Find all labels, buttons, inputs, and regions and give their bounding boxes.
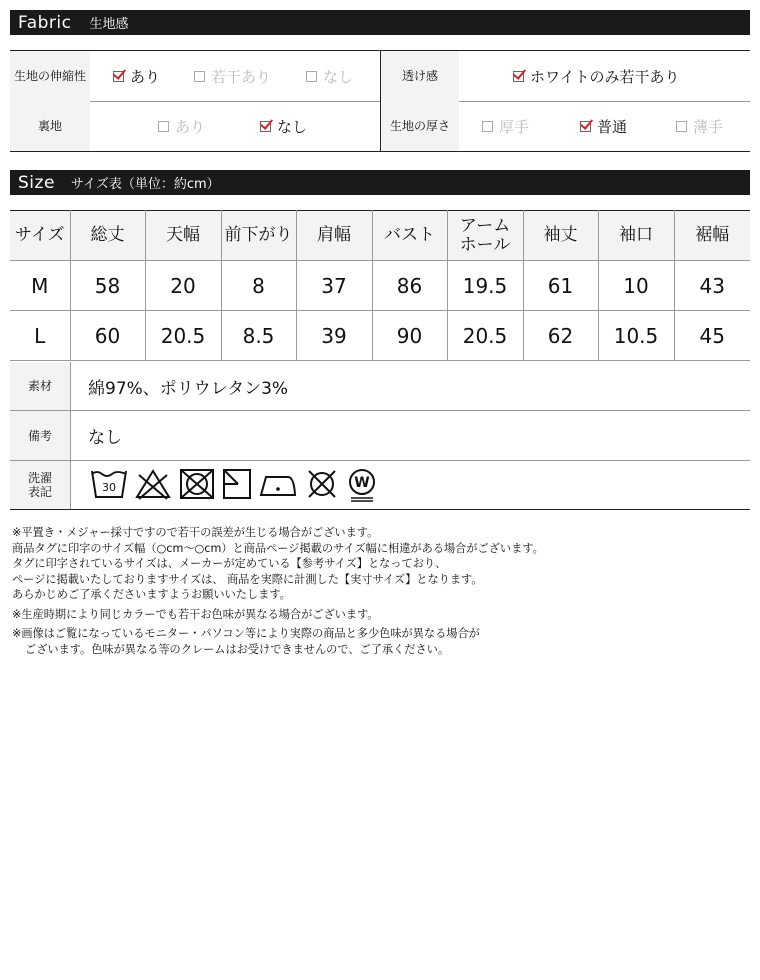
size-cell: 90 — [372, 311, 447, 361]
checkbox-checked-icon — [113, 71, 124, 82]
size-cell: 39 — [296, 311, 372, 361]
size-col-header: 前下がり — [221, 211, 296, 261]
size-cell: 86 — [372, 261, 447, 311]
fabric-section-header — [10, 10, 750, 35]
size-cell: 8.5 — [221, 311, 296, 361]
stretch-label: 生地の伸縮性 — [10, 51, 90, 101]
note-line: ページに掲載いたしておりますサイズは、 商品を実際に計測した【実寸サイズ】となります。 — [12, 572, 483, 586]
size-section-header — [10, 170, 750, 195]
note-line: タグに印字されているサイズは、メーカーが定めている【参考サイズ】となっており、 — [12, 557, 447, 570]
lining-option-yes: あり — [158, 101, 205, 151]
care-icons — [90, 467, 378, 503]
wet-clean-icon — [346, 467, 378, 503]
size-col-header: 天幅 — [145, 211, 221, 261]
thickness-label: 生地の厚さ — [381, 101, 459, 151]
stretch-option-slight: 若干あり — [194, 51, 271, 101]
size-title-ja: サイズ表（単位：約cm） — [70, 177, 220, 192]
size-cell: 62 — [523, 311, 598, 361]
lining-option-no: なし — [260, 101, 307, 151]
size-cell: 61 — [523, 261, 598, 311]
material-row — [10, 362, 750, 411]
size-corner-label: サイズ — [10, 211, 70, 261]
size-row-m — [10, 261, 750, 311]
size-row-label: L — [10, 311, 70, 361]
size-col-header: バスト — [372, 211, 447, 261]
iron-low-icon — [258, 467, 298, 501]
size-header-row — [10, 211, 750, 261]
size-cell: 19.5 — [447, 261, 523, 311]
svg-text:W: W — [354, 475, 370, 491]
note-line: ※画像はご覧になっているモニター・パソコン等により実際の商品と多少色味が異なる場合が — [12, 627, 480, 640]
notes — [12, 525, 752, 657]
size-cell: 20.5 — [145, 311, 221, 361]
note-line: ございます。色味が異なる等のクレームはお受けできませんので、ご了承ください。 — [25, 642, 450, 656]
size-title-en: Size — [18, 172, 55, 193]
size-col-header: 総丈 — [70, 211, 145, 261]
size-col-header: アーム ホール — [447, 211, 523, 261]
thickness-option-thin: 薄手 — [676, 101, 723, 151]
fabric-title-en: Fabric — [18, 12, 72, 33]
note-line: ※生産時期により同じカラーでも若干お色味が異なる場合がございます。 — [12, 607, 379, 621]
no-dry-clean-icon — [304, 467, 340, 501]
remarks-row — [10, 411, 750, 461]
svg-text:30: 30 — [102, 481, 116, 494]
note-line: ※平置き・メジャー採寸ですので若干の誤差が生じる場合がございます。 — [12, 526, 379, 539]
no-bleach-icon — [134, 467, 172, 501]
size-row-l — [10, 311, 750, 361]
size-cell: 20 — [145, 261, 221, 311]
size-col-header: 肩幅 — [296, 211, 372, 261]
sheer-label: 透け感 — [381, 51, 459, 101]
wash-row — [10, 461, 750, 510]
wash-label: 洗濯表記 — [10, 461, 71, 509]
material-label: 素材 — [10, 362, 71, 410]
remarks-value: なし — [88, 428, 122, 448]
sheer-option: ホワイトのみ若干あり — [513, 51, 680, 101]
size-row-label: M — [10, 261, 70, 311]
line-dry-shade-icon — [222, 467, 252, 501]
stretch-option-yes: あり — [113, 51, 160, 101]
note-line: 商品タグに印字のサイズ幅（○cm〜○cm）と商品ページ掲載のサイズ幅に相違がある場合がございます。 — [12, 541, 544, 555]
size-cell: 58 — [70, 261, 145, 311]
checkbox-icon — [482, 121, 493, 132]
size-table — [10, 210, 750, 361]
size-cell: 10.5 — [598, 311, 674, 361]
size-col-header: 袖口 — [598, 211, 674, 261]
material-value: 綿97%、ポリウレタン3% — [88, 378, 289, 399]
size-col-header: 裾幅 — [674, 211, 750, 261]
thickness-option-normal: 普通 — [580, 101, 627, 151]
wash-30-icon — [90, 467, 128, 501]
size-cell: 60 — [70, 311, 145, 361]
checkbox-checked-icon — [513, 71, 524, 82]
note-line: あらかじめご了承くださいますようお願いいたします。 — [12, 588, 291, 601]
size-cell: 37 — [296, 261, 372, 311]
checkbox-checked-icon — [580, 121, 591, 132]
remarks-label: 備考 — [10, 411, 71, 460]
stretch-option-no: なし — [306, 51, 353, 101]
checkbox-icon — [306, 71, 317, 82]
fabric-title-ja: 生地感 — [89, 17, 129, 32]
thickness-option-thick: 厚手 — [482, 101, 529, 151]
no-tumble-dry-icon — [178, 467, 216, 501]
checkbox-checked-icon — [260, 121, 271, 132]
lining-label: 裏地 — [10, 101, 90, 151]
size-cell: 45 — [674, 311, 750, 361]
size-cell: 43 — [674, 261, 750, 311]
fabric-table — [10, 50, 750, 152]
size-cell: 8 — [221, 261, 296, 311]
size-cell: 20.5 — [447, 311, 523, 361]
checkbox-icon — [194, 71, 205, 82]
checkbox-icon — [676, 121, 687, 132]
size-col-header: 袖丈 — [523, 211, 598, 261]
size-cell: 10 — [598, 261, 674, 311]
checkbox-icon — [158, 121, 169, 132]
fabric-divider — [380, 51, 381, 151]
